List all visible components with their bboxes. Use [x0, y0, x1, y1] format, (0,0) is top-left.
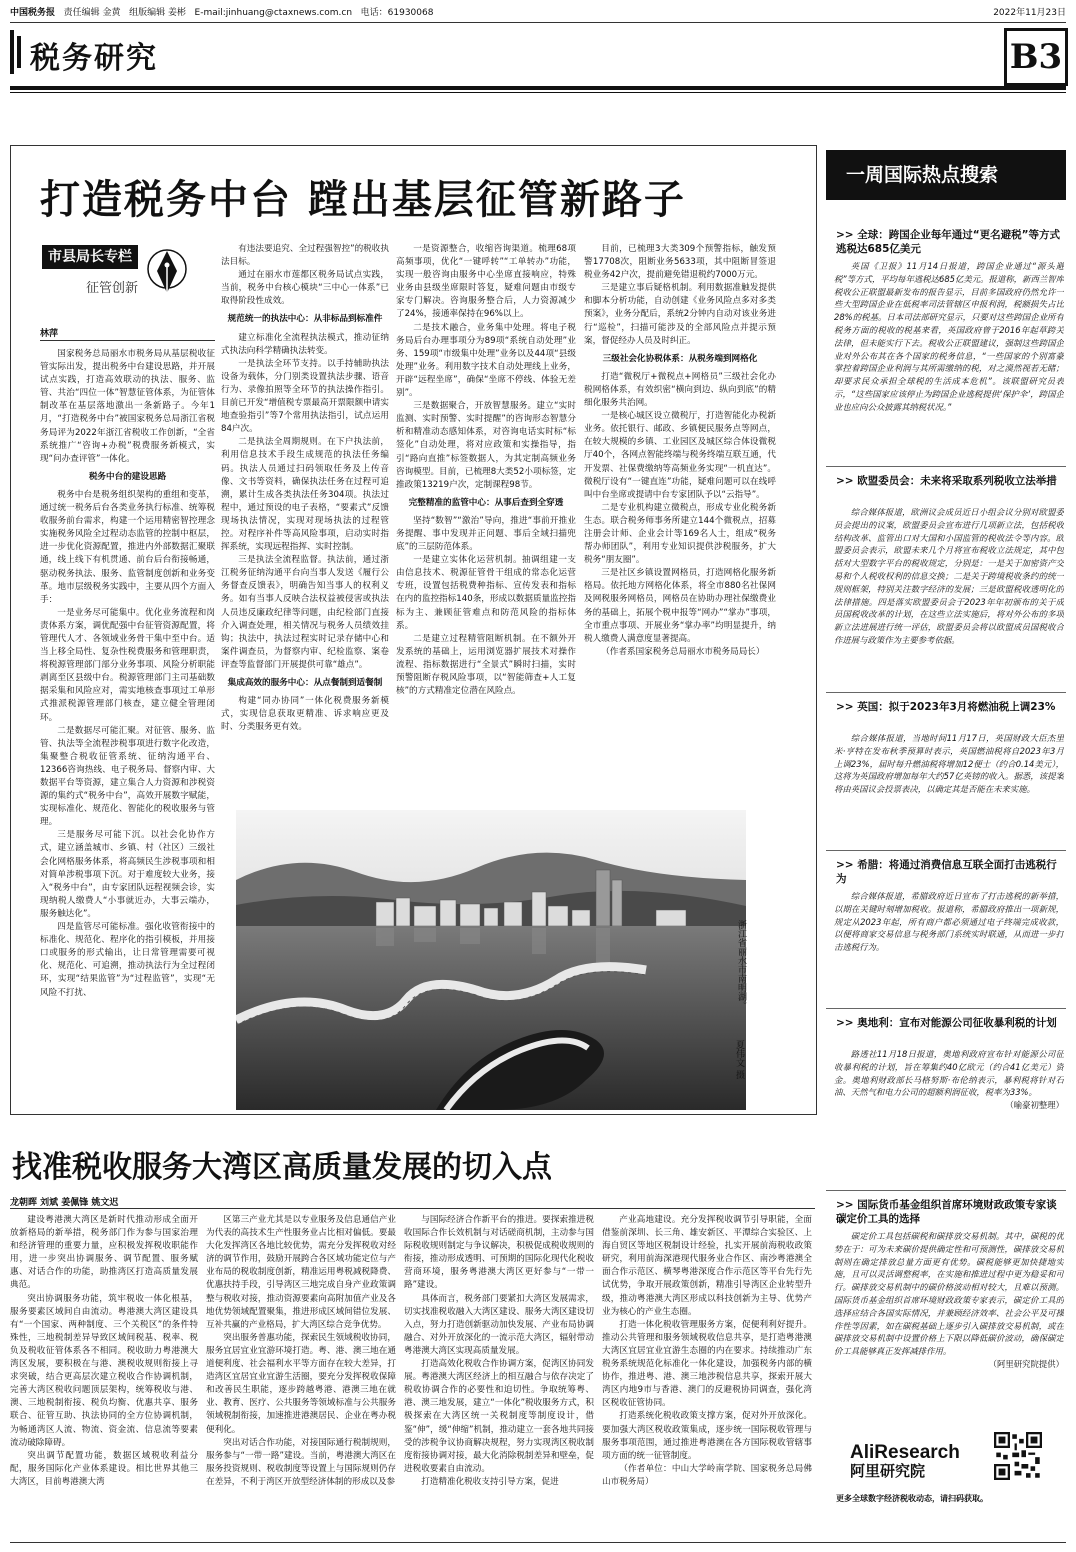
paragraph: （作者系国家税务总局丽水市税务局局长）: [601, 646, 765, 657]
paragraph: 一是核心城区设立微税厅，打造智能化办税新业务。依托银行、邮政、乡镇便民服务点等网点，在较大规模的乡镇、工业园区及城区综合体设微税厅40个，各网点智能终端与税务终端互联互通，代开发票、社保费缴纳等高频业务实现“一机直达”。微税厅设有“一键直连”功能，疑难问题可以在线呼叫中台坐席或提请中台专家团队予以“云指导”。: [584, 411, 776, 500]
paragraph: 通过在丽水市莲都区税务局试点实践，当前，税务中台核心模块“三中心一体系”已取得阶段性成效。: [221, 270, 389, 307]
phone: 电话：61930068: [360, 8, 434, 18]
top-rule: [10, 22, 1066, 23]
paragraph: 综合媒体报道，欧洲议会成员近日小组会议分别对欧盟委员会提出的议案，欧盟委员会宣布进行几项新立法，包括税收结构改革、监管出口对大国和小国监管的税收法令等内容。欧盟委员会表示，欧盟未来几个月将宣布税收立法规定，其中包括对大型数字平台的税收规定，分别是：一是关于加密资产交易和个人税收权利的信息交换；二是关于跨境税收条约的统一规则框架，特别关注数字经济的发展；三是欧盟税收透明化的法律措施。四是落实欧盟委员会于2023年年初颁布的关于成员国税收改革的计划，在这些立法实施后，将对外公布的多项新立法进展进行统一评估，欧盟委员会将以欧盟成员国税收合作进展与政策作为主要参考依据。: [834, 507, 1064, 645]
paragraph: 与国际经济合作新平台的推进。要探索推进税收国际合作长效机制与对话磋商机制，主动参与国际税收规则制定与争议解决，积极促成税收规则的衔接，推动形成透明、可预期的国际化现代化税收营商环境，服务粤港澳大湾区更好参与“一带一路”建设。: [404, 1215, 594, 1291]
sidebar-divider: [826, 1008, 1066, 1009]
paragraph: 构建“同办协同”一体化税费服务新模式，实现信息获取更精准、诉求响应更及时、分类服务更有效。: [221, 696, 389, 733]
paragraph: 碳定价工具包括碳税和碳排放交易机制。其中，碳税的优势在于：可为未来碳价提供确定性和可预测性，碳排放交易机制则在确定排放总量方面更有优势。碳税能够更加快捷地实施，且可以灵活调整税率，在实施和推进过程中更为稳妥和可行。碳排放交易机制中的碳价格波动相对较大，且难以预测。国际货币基金组织首席环境财政政策专家表示，碳定价工具的选择应结合各国实际情况，并兼顾经济效率、社会公平及可操作性等因素，如在碳税基础上逐步引入碳排放交易机制，或在碳排放交易机制中设置价格上下限以降低碳价波动，确保碳定价工具能够真正发挥减排作用。: [834, 1231, 1064, 1357]
paragraph: 打造系统化税收政策支撑方案，促对外开放深化。要加强大湾区税收政策集成，逐步统一国际税收管理与服务事项范围，通过推进粤港澳在各方国际税收管辖事项方面的统一征管制度。: [602, 1411, 812, 1461]
article2-column-4: [602, 1214, 812, 1540]
paragraph: 打造精准化税收支持引导方案，促进: [421, 1476, 559, 1487]
sidebar-item-headline: >> 希腊：将通过消费信息互联全面打击逃税行为: [836, 859, 1057, 885]
paragraph: 国家税务总局丽水市税务局从基层税收征管实际出发，提出税务中台建设思路，并开展试点实践，打造高效联动的执法、服务、监管、共治“四位一体”智慧征管体系，为征管体制改革在基层落地激出一条新路子。今年1月，“打造税务中台”被国家税务总局浙江省税务局评为2022年浙江省税收工作创新，“全省系统推广“咨询+办税”税费服务新模式，实现“问办查评管”一体化。: [40, 349, 215, 464]
paragraph: 英国《卫报》11月14日报道，跨国企业通过“源头避税”等方式，平均每年逃税达685亿美元。报道称，新西兰智库税收公正联盟最新发布的报告显示，目前多国政府仍然允许一些大型跨国企业在低税率司法管辖区申报利润，税额损失占比28%的税基。日本司法部研究显示，只要对这些跨国企业所有税务方面的税收的税基来看，英国政府曾于2016年起草跨关法律，但未能实行下去。税收公正联盟建议，强制这些跨国企业对外公布其在各个国家的税务信息，“一些国家的个别富豪掌控着跨国企业利润与其所需缴纳的税，对之漠然视若无睹；却要求民众承担全球税的生活成本危机”。该联盟研究员表示，“这些国家应该停止为跨国企业逃税提供‘保护伞’，跨国企业也应向公众披露其纳税状况。”: [834, 261, 1064, 412]
paragraph: 坚持“数智”“激治”导向，推进“事前开推业务提醒、事中发现并正问题、事后全域扫描兜底”的三层防范体系。: [396, 515, 576, 553]
sidebar-divider: [826, 1190, 1066, 1191]
editor: 责任编辑 金黄: [63, 8, 121, 18]
column-badge-title: 市县局长专栏: [42, 245, 138, 269]
paragraph: 一是建立实体化运营机制。抽调组建一支由信息技术、税源征管骨干组成的常态化运营专班，设置包括税费种指标、宣传发表和指标在内的监控指标140条，形成以数据质量监控指标为主、兼顾征管难点和防范风险的指标体系。: [396, 555, 576, 631]
issue-date: 2022年11月23日: [993, 8, 1066, 18]
paragraph: 综合媒体报道，当地时间11月17日，英国财政大臣杰里米·亨特在发布秋季预算时表示，英国燃油税将自2023年3月上调23%，届时每升燃油税将增加12便士（约合0.14美元），这将为英国政府增加每年大约57亿英镑的收入。据悉，该提案将由英国议会投票表决，以确定其是否能在未来实施。: [834, 733, 1064, 795]
article2-rule: [10, 1208, 815, 1209]
author-rule: [40, 340, 215, 341]
photo-caption: 浙江省丽水市南明湖。: [736, 920, 746, 1010]
subheading: 规范统一的执法中心：从非标品到标准件: [227, 314, 383, 325]
subheading: 三级社会化协税体系：从税务端到网格化: [602, 353, 758, 364]
subheading: 税务中台的建设思路: [88, 471, 167, 482]
paragraph: 一是执法全环节支持。以手持辅助执法设备为载体，分门别类设置执法步骤、语音行为、录像拍照等全环节的执法操作指引。目前已开发“增值税专票最高开票限额申请实地查验指引”等7个常用执法指引，试点运用84户次。: [221, 358, 389, 435]
sidebar-item-credit: （阿里研究院提供）: [988, 1358, 1064, 1369]
paragraph: 突出协调服务功能，筑牢税收一体化根基，服务要素区域间自由流动。粤港澳大湾区建设具有“一个国家、两种制度、三个关税区”的条件特殊性，三地税制差异导致区域间税基、税率、税负及税收征管体系各不相同。税收助力粤港澳大湾区发展，要积极在与港、澳税收规则衔接上寻求突破，结合更高层次建立税收合作协调机制，完善大湾区税收问题顶层架构，统筹税收与港、澳、三地税制衔接、税负均衡、优惠共享、服务联合、征管互助、执法协同的全方位协调机制，为畅通湾区人流、物流、资金流、信息流等要素流动破除障碍。: [10, 1293, 198, 1448]
sidebar-item-credit: （喻豪初整理）: [1005, 1100, 1064, 1111]
logo-text-cn: 阿里研究院: [850, 1462, 926, 1480]
paragraph: 突出调节配置功能，数据区域税收利益分配，服务国际化产业体系建设。相比世界其他三大湾区，目前粤港澳大湾: [10, 1450, 198, 1487]
paragraph: 产业高地建设。充分发挥税收调节引导职能，全面借鉴前深圳、长三角、雄安新区、平潭综合实验区、上海自贸区等地区税制设计经验，扎实开展前海税收政策研究，利用前海深港现代服务业合作区、南沙粤港澳全面合作示范区、横琴粤港深度合作示范区等平台先行先试优势，争取开展政策创新，精准引导湾区企业转型升级，推动粤港澳大湾区形成以科技创新为主导、优势产业为核心的产业生态圈。: [602, 1215, 812, 1317]
paragraph: 三是服务尽可能下沉。以社会化协作方式，建立涵盖城市、乡镇、村（社区）三级社会化网格服务体系，将高频民生涉税事项和相对简单涉税事项下沉。对于难度较大业务，接入“税务中台”，由专家团队远程视频会诊，实现纳税人缴费人“小事就近办，大事云端办，服务触达化”。: [40, 830, 215, 919]
paragraph: 一是业务尽可能集中。优化业务流程和岗责体系方案，调优配强中台征管资源配置，将管理代人才、各领域业务骨干集中至中台。适当上移全局性、复杂性税费服务和管理职责，将税源管理部门部分业务事项、风险分析职能剥离至区县级中台。税源管理部门主司基础数据采集和风险应对，需实地核查事项过工单形式推派税源管理部门核查，建立健全管理闭环。: [40, 607, 215, 723]
sidebar-divider: [826, 466, 1066, 467]
paragraph: 三是建立事后疑格机制。利用数据准触发提供和脚本分析功能，自动创建《业务风险点多对多类预案》，业务分配后，系统2分钟内自动对该业务进行“巡检”，扫描可能涉及的全部风险点并提示预案，督促经办人员及时纠正。: [584, 283, 776, 346]
paragraph: 二是专业机构建立微税点，形成专业化税务新生态。联合税务师事务所建立144个微税点，招募注册会计师、企业会计等169名人士，组成“税务帮办师团队”，利用专业知识提供涉税服务，扩大税务“朋友圈”。: [584, 502, 776, 566]
paragraph: 路透社11月18日报道，奥地利政府宣布针对能源公司征收暴利税的计划，旨在筹集约40亿欧元（约合41亿美元）资金。奥地利财政部长马格努斯·布伦纳表示，暴利税将针对石油、天然气和电力公司的超额利润征收，税率为33%。: [834, 1049, 1064, 1098]
sidebar-item-body: [834, 1048, 1064, 1156]
sidebar-item-headline: >> 奥地利：宣布对能源公司征收暴利税的计划: [836, 1017, 1057, 1029]
article1-author: 林萍: [40, 329, 59, 339]
qr-code-icon[interactable]: [994, 1432, 1042, 1480]
sidebar-item-headline: >> 国际货币基金组织首席环境财政政策专家谈碳定价工具的选择: [836, 1199, 1057, 1225]
paragraph: 二是技术融合，业务集中处理。将电子税务局后台办理事项分为89项“系统自动处理”业务、159项“市级集中处理”业务以及44项“县级处理”业务。利用数字技术自动处理线上业务，开辟“远程坐席”，确保“坐席不停线、体验无差别”。: [396, 322, 576, 399]
aliresearch-logo: [850, 1440, 980, 1480]
article1-column-4: [584, 243, 776, 800]
article2-column-1: [10, 1214, 198, 1540]
paragraph: 建设粤港澳大湾区是新时代推动形成全面开放新格局的新举措，税务部门作为参与国家治理和经济管理的重要力量，应积极发挥税收职能作用，进一步突出协调服务、调节配置、服务赋惠、对话合作的功能，助推湾区打造高质量发展典范。: [10, 1215, 198, 1291]
page-number: B3: [1004, 28, 1068, 86]
paper-name: 中国税务报: [10, 8, 56, 18]
article2-headline: 找准税收服务大湾区高质量发展的切入点: [12, 1150, 552, 1185]
bottom-rule: [10, 1542, 1066, 1543]
lake-photo: [236, 810, 746, 1110]
photo-credit: 夏伟文 摄: [734, 1040, 744, 1079]
paragraph: 税务中台是税务组织架构的重组和变革，通过统一税务后台各类业务执行标准、统筹税收服务前台需求，构建一个运用精密智控理念实施税务风险全过程动态监管的控制中枢层，进一步优化资源配置，推进内外部数据汇聚联通，线上线下有机贯通、前台后台衔接畅通，驱动税务执法、服务、监管制度创新和业务变革。地市层级税务实践中，主要从四个方面入手：: [40, 489, 215, 605]
masthead-left: [10, 6, 433, 20]
sidebar-item-body: [834, 890, 1064, 1000]
subheading: 完整精准的监管中心：从事后查到全穿透: [408, 497, 564, 508]
paragraph: 突出服务普惠功能，探索民生领域税收协同，服务宜居宜业宜游环境打造。粤、港、澳三地在通道便利度、社会福利水平等方面存在较大差异，打造湾区宜居宜业宜游生活圈，要充分发挥税收保障和改善民生职能，逐步跨越粤港、港澳三地在就业、教育、医疗、公共服务等领域标准与公共服务领域税制衔接，加速推进港澳居民、企业在粤办税便利化。: [206, 1332, 396, 1435]
sidebar-item-headline: >> 全球：跨国企业每年通过“更名避税”等方式逃税达685亿美元: [836, 229, 1061, 255]
article1-column-3: [396, 243, 576, 800]
subheading: 集成高效的服务中心：从点餐制到适餐制: [227, 678, 383, 688]
sidebar-divider: [826, 850, 1066, 851]
logo-text-en: AliResearch: [850, 1442, 960, 1463]
paragraph: 打造高效化税收合作协调方案，促湾区协同发展。粤港澳大湾区经济上的相互融合与依存决定了税收协调合作的必要性和迫切性。争取统筹粤、港、澳三地发展，建立“一体化”税收服务方式，积极探索在大湾区统一关税制度等制度设计，借鉴“伸”，缓“伸缩”机制，推动建立一套各地共同接受的涉税争议协商解决规程，努力实现湾区税收制度衔接协调对接，最大化消除税制差异和壁垒，促进税收要素自由流动。: [404, 1359, 594, 1474]
section-rule-thin: [10, 92, 1066, 93]
article2-authors: 龙朝晖 刘斌 姜佩锋 姚文迟: [10, 1198, 119, 1208]
paragraph: 三是社区乡镇设置网格员，打造网格化服务新格局。依托地方网格化体系，将全市880名社保网及网税服务网格员，网格员在协助办理社保缴费业务的基础上，拓展个税申报等“网办”“掌办”事项，全市重点事项、开展业务“掌办率”均明显提升，纳税人缴费人满意度显著提高。: [584, 568, 776, 644]
paragraph: 一是资源整合，收缩咨询渠道。梳理68项高频事项，优化“一键呼转”“工单转办”功能，实现一般咨询由服务中心坐席直接响应，特殊业务由县级坐席限时答复，疑难问题由市级专家专门解决。咨询服务整合后，人力资源减少了24%，接通率保持在96%以上。: [396, 244, 576, 320]
sidebar-item-body: [834, 1230, 1064, 1440]
paragraph: 四是监管尽可能标准。强化收管衔接中的标准化、规范化、程序化的指引模板，并用接口或服务的形式输出，让日常管理需要可视化、规范化、可追溯，推动执法行为全过程闭环，实现“结果监管”为“过程监管”，实现“无风险不打扰、: [40, 922, 215, 998]
section-deco-icon: [10, 30, 24, 74]
sidebar-slogan: 更多全球数字经济税收动态，请扫码获取。: [836, 1494, 988, 1503]
paragraph: 三是数据聚合，开放智慧服务。建立“实时监测、实时预警、实时提醒”的咨询形态智慧分析和精准动态感知体系，对咨询电话实时标“标签化”自动处理，将对应政策和实操指导，指引“路向直推”标签数据人，为其定制高频业务咨询模型。目前，已梳理8大类52小项标签，定推政策13219户次，定制课程98节。: [396, 401, 576, 490]
paragraph: 具体而言，税务部门要紧扣大湾区发展需求，切实找准税收融入大湾区建设、服务大湾区建设切入点，努力打造创新驱动加快发展、产业布局协调融合、对外开放深化的一流示范大湾区，辐射带动粤港澳大湾区实现高质量发展。: [404, 1293, 594, 1356]
paragraph: 建立标准化全流程执法模式，推动征纳式执法向科学精确执法转变。: [221, 332, 389, 356]
section-rule: [10, 86, 1066, 90]
paragraph: 二是执法全周期规则。在下户执法前，利用信息技术手段生成规范的执法任务编码。执法人员通过扫码领取任务及上传音像、文书等资料，确保执法任务在过程可追溯，累计生成各类执法任务304项。执法过程中，通过预设的电子表格，“要素式”反馈现场执法情况，实现对现场执法的过程管控。对程序补件等高风险事项，启动实时指挥系统，实现远程指挥、实时控制。: [221, 437, 389, 553]
paragraph: 区第三产业尤其是以专业服务及信息通信产业为代表的高技术生产性服务业占比相对偏低。要最大化发挥湾区各地比较优势，需充分发挥税收对经济的调节作用，鼓励开展跨合各区域功能定位与产业布局的税收制度创新，精准运用粤税减税降费、优惠扶持手段，引导湾区三地完成自身产业政策调整与税收对接，推动资源要素向高附加值产业及各地优势领域配置聚集，推进形成区域间错位发展、互补共赢的产业格局，扩大湾区综合竞争优势。: [206, 1215, 396, 1330]
column-badge: [42, 243, 192, 321]
article2-column-3: [404, 1214, 594, 1540]
sidebar-header: [826, 150, 1066, 200]
paragraph: 综合媒体报道，希腊政府近日宣布了打击逃税的新举措，以期在关键时刻增加税收。报道称，希腊政府推出一项新规，规定从2023年起，所有商户都必须通过电子终端完成收款，以便将商家交易信息与税务部门系统实时联通，从而进一步打击逃税行为。: [834, 891, 1064, 953]
sidebar-item-body: [834, 260, 1064, 455]
sidebar-item-body: [834, 506, 1064, 676]
email: E-mail:jinhuang@ctaxnews.com.cn: [194, 8, 353, 18]
masthead-line: [10, 6, 1066, 20]
paragraph: 打造“微税厅+微税点+网格员”三级社会化办税网格体系，有效织密“横向到边、纵向到底”的精细化服务共治网。: [584, 371, 776, 409]
paragraph: 二是建立过程精管阻断机制。在不额外开发系统的基础上，运用浏览器扩展技术对操作流程、指标数据进行“全景式”瞬时扫描，实时预警阻断存税风险事项，以“智能筛查+人工复核”的方式精准定位潜在风险点。: [396, 633, 576, 697]
pen-nib-icon: [146, 245, 188, 305]
paragraph: 打造一体化税收管理服务方案，促便利利好提升。推动公共管理和服务领域税收信息共享，是打造粤港澳大湾区宜居宜业宜游生态圈的内在要求。持续推动广东税务系统规范化标准化一体化建设，加强税务内部的横协作，推进粤、港、澳三地涉税信息共享，探索开展大湾区内地9市与香港、澳门的反避税协同调查，强化湾区税收征管协同。: [602, 1319, 812, 1409]
paragraph: 三是执法全流程监督。执法前，通过浙江税务征纳沟通平台向当事人发送《履行公务督查反馈表》，明确告知当事人的权利义务。如有当事人反映合法权益被侵害或执法人员违反廉政纪律等问题，由纪检部门直接介入调查处理，相关情况与税务人员绩效挂钩；执法中，执法过程实时记录存储中心和案件调查员，为督察内审、纪检监察、案卷评查等监督部门开展提供可靠“雄点”。: [221, 555, 389, 670]
article1-column-1: [40, 348, 215, 1108]
article2-column-2: [206, 1214, 396, 1540]
paragraph: 突出对话合作功能，对接国际通行税制规则，服务参与“一带一路”建设。当前，粤港澳大湾区在服务投资规则、税收制度等设置上与国际规则仍存在差异，不利于湾区开放型经济体制的形成以及参: [206, 1437, 396, 1487]
article1-headline: 打造税务中台 蹚出基层征管新路子: [40, 177, 686, 223]
paragraph: 二是数据尽可能汇聚。对征管、服务、监管、执法等全流程涉税事项进行数字化改造，集聚整合税收征管系统、征纳沟通平台、12366咨询热线、电子税务局、督察内审、大数据平台等资源，建立集合人力资源和涉税资源的集约式“税务中台”，高效开展数字赋能，实现标准化、规范化、智能化的税收服务与管理。: [40, 725, 215, 828]
paragraph: 有违法要追究、全过程强智控”的税收执法目标。: [221, 244, 389, 268]
sidebar-title: 一周国际热点搜索: [846, 164, 999, 186]
paragraph: 目前，已梳理3大类309个预警指标，触发预警17708次，阻断业务5633项，其中阻断冒签退税业务42户次，提前避免错退税约7000万元。: [584, 244, 776, 281]
column-badge-sub: 征管创新: [86, 281, 139, 296]
designer: 组版编辑 姜彬: [129, 8, 186, 18]
sidebar-divider: [826, 692, 1066, 693]
sidebar-item-headline: >> 欧盟委员会：未来将采取系列税收立法举措: [836, 475, 1057, 487]
paragraph: （作者单位：中山大学岭南学院、国家税务总局佛山市税务局）: [602, 1463, 812, 1487]
article1-column-2: [221, 243, 389, 800]
section-title: 税务研究: [30, 41, 158, 76]
sidebar-item-body: [834, 732, 1064, 842]
sidebar-item-headline: >> 英国：拟于2023年3月将燃油税上调23%: [836, 701, 1056, 713]
